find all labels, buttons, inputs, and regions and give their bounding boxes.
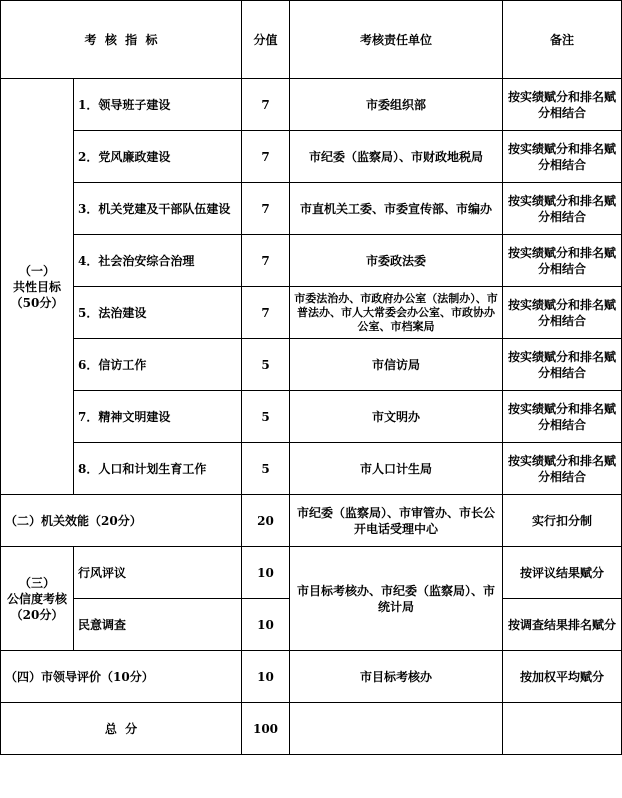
group3-label xyxy=(1,547,74,651)
item-cell: 8．人口和计划生育工作 xyxy=(74,443,242,495)
note-cell: 按实绩赋分和排名赋分相结合 xyxy=(503,339,622,391)
group1-label-line2: 共性目标 xyxy=(12,279,61,294)
header-indicator: 考 核 指 标 xyxy=(1,1,242,79)
total-row xyxy=(1,703,622,755)
item-cell: 2．党风廉政建设 xyxy=(74,131,242,183)
header-unit: 考核责任单位 xyxy=(290,1,503,79)
note-cell: 按评议结果赋分 xyxy=(503,547,622,599)
note-cell: 实行扣分制 xyxy=(503,495,622,547)
item-cell: 5．法治建设 xyxy=(74,287,242,339)
note-cell: 按实绩赋分和排名赋分相结合 xyxy=(503,443,622,495)
note-cell: 按实绩赋分和排名赋分相结合 xyxy=(503,287,622,339)
note-cell: 按实绩赋分和排名赋分相结合 xyxy=(503,131,622,183)
table-row xyxy=(1,391,622,443)
unit-cell: 市人口计生局 xyxy=(290,443,503,495)
score-cell: 10 xyxy=(242,547,290,599)
table-row xyxy=(1,287,622,339)
table-row xyxy=(1,79,622,131)
table-row xyxy=(1,495,622,547)
score-cell: 10 xyxy=(242,651,290,703)
unit-cell: 市委法治办、市政府办公室（法制办）、市普法办、市人大常委会办公室、市政协办公室、市档案局 xyxy=(290,287,503,339)
item-cell: 1．领导班子建设 xyxy=(74,79,242,131)
score-cell: 5 xyxy=(242,391,290,443)
total-label: 总 分 xyxy=(1,703,242,755)
group3-label-line1: （三） xyxy=(18,575,55,590)
total-note xyxy=(503,703,622,755)
group3-label-line2: 公信度考核 xyxy=(6,591,67,606)
score-cell: 5 xyxy=(242,443,290,495)
table-row xyxy=(1,443,622,495)
group1-label-line1: （一） xyxy=(18,263,55,278)
note-cell: 按实绩赋分和排名赋分相结合 xyxy=(503,235,622,287)
table-row xyxy=(1,131,622,183)
unit-cell: 市委政法委 xyxy=(290,235,503,287)
header-note: 备注 xyxy=(503,1,622,79)
item-cell: 民意调查 xyxy=(74,599,242,651)
table-row xyxy=(1,183,622,235)
item-cell: 6．信访工作 xyxy=(74,339,242,391)
unit-cell: 市纪委（监察局）、市审管办、市长公开电话受理中心 xyxy=(290,495,503,547)
header-score: 分值 xyxy=(242,1,290,79)
table-header-row xyxy=(1,1,622,79)
item-cell: 7．精神文明建设 xyxy=(74,391,242,443)
table-row xyxy=(1,235,622,287)
note-cell: 按实绩赋分和排名赋分相结合 xyxy=(503,79,622,131)
group1-label-line3: （50分） xyxy=(10,295,64,310)
score-cell: 7 xyxy=(242,131,290,183)
unit-cell: 市文明办 xyxy=(290,391,503,443)
total-unit xyxy=(290,703,503,755)
total-score: 100 xyxy=(242,703,290,755)
note-cell: 按实绩赋分和排名赋分相结合 xyxy=(503,391,622,443)
group4-label: （四）市领导评价（10分） xyxy=(1,651,242,703)
unit-cell: 市信访局 xyxy=(290,339,503,391)
unit-cell: 市委组织部 xyxy=(290,79,503,131)
score-cell: 10 xyxy=(242,599,290,651)
group2-label: （二）机关效能（20分） xyxy=(1,495,242,547)
score-cell: 20 xyxy=(242,495,290,547)
table-row xyxy=(1,339,622,391)
item-cell: 4．社会治安综合治理 xyxy=(74,235,242,287)
note-cell: 按调查结果排名赋分 xyxy=(503,599,622,651)
group3-unit-cell: 市目标考核办、市纪委（监察局）、市统计局 xyxy=(290,547,503,651)
note-cell: 按实绩赋分和排名赋分相结合 xyxy=(503,183,622,235)
unit-cell: 市目标考核办 xyxy=(290,651,503,703)
score-cell: 7 xyxy=(242,287,290,339)
table-row xyxy=(1,547,622,599)
group1-label xyxy=(1,79,74,495)
score-cell: 7 xyxy=(242,183,290,235)
item-cell: 行风评议 xyxy=(74,547,242,599)
unit-cell: 市直机关工委、市委宣传部、市编办 xyxy=(290,183,503,235)
group3-label-line3: （20分） xyxy=(10,607,64,622)
score-cell: 7 xyxy=(242,79,290,131)
note-cell: 按加权平均赋分 xyxy=(503,651,622,703)
table-row xyxy=(1,651,622,703)
item-cell: 3．机关党建及干部队伍建设 xyxy=(74,183,242,235)
score-cell: 5 xyxy=(242,339,290,391)
score-cell: 7 xyxy=(242,235,290,287)
unit-cell: 市纪委（监察局）、市财政地税局 xyxy=(290,131,503,183)
